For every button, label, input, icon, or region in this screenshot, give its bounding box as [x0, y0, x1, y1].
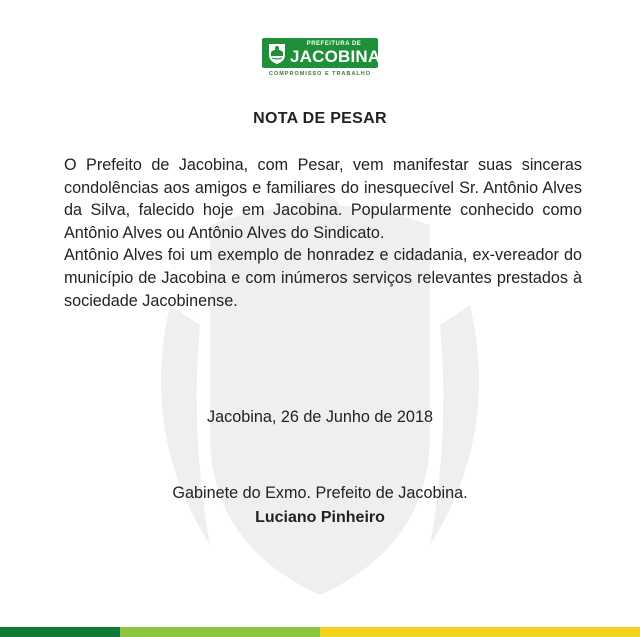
note-paragraph-2: Antônio Alves foi um exemplo de honradez e cidadania, ex-vereador do município de Jacobina e com inúmeros serviços relevantes prestados à sociedade Jacobinense.: [64, 246, 582, 310]
logo-city-name: JACOBINA: [290, 47, 381, 66]
logo-tagline: COMPROMISSO E TRABALHO: [268, 71, 372, 77]
stripe-light-green: [120, 627, 320, 637]
prefeitura-logo: [262, 38, 381, 82]
city-emblem-icon: [266, 41, 288, 65]
stripe-yellow: [320, 627, 640, 637]
stripe-green: [0, 627, 120, 637]
bottom-color-stripe: [0, 627, 640, 637]
note-title: NOTA DE PESAR: [253, 110, 387, 127]
note-paragraph-1: O Prefeito de Jacobina, com Pesar, vem manifestar suas sinceras condolências aos amigos e familiares do inesquecível Sr. Antônio Alves da Silva, falecido hoje em Jacobina. Popularmente conhecido como Antônio Alves ou Antônio Alves do Sindicato.: [64, 156, 582, 242]
signer-name: Luciano Pinheiro: [255, 509, 385, 526]
logo-prefeitura-text: PREFEITURA DE: [306, 41, 362, 47]
logo-badge: [262, 38, 381, 68]
note-body: [64, 154, 582, 312]
date-line: Jacobina, 26 de Junho de 2018: [207, 408, 433, 426]
cabinet-line: Gabinete do Exmo. Prefeito de Jacobina.: [172, 484, 468, 502]
